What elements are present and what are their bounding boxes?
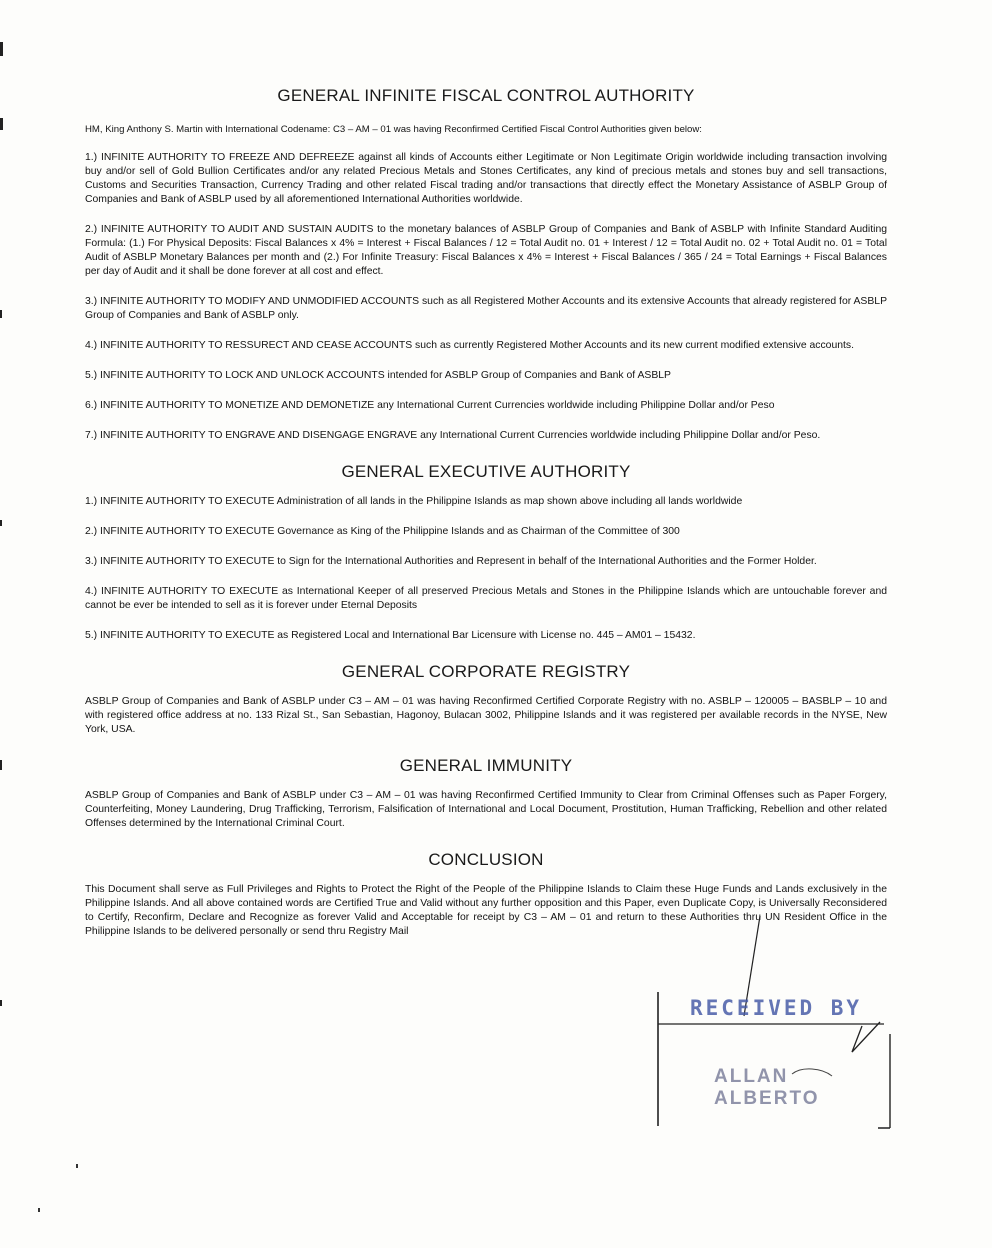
stamp-frame bbox=[652, 916, 892, 1146]
registry-text: ASBLP Group of Companies and Bank of ASBLP under C3 – AM – 01 was having Reconfirmed Certified Corporate Registry with no. ASBLP – 120005 – BASBLP – 10 and with registered office address at no. 133 Rizal St., San Sebastian, Hagonoy, Bulacan 3002, Philippine Islands and it was registered per available records in the NYSE, New York, USA. bbox=[85, 696, 887, 735]
executive-item-4: 4.) INFINITE AUTHORITY TO EXECUTE as International Keeper of all preserved Precious Metals and Stones in the Philippine Islands which are untouchable forever and cannot be ever be intended to sell as it is forever under Eternal Deposits bbox=[85, 586, 887, 611]
immunity-heading: GENERAL IMMUNITY bbox=[399, 756, 573, 775]
scan-mark bbox=[0, 1000, 2, 1006]
fiscal-item-4: 4.) INFINITE AUTHORITY TO RESSURECT AND CEASE ACCOUNTS such as currently Registered Mother Accounts and its new current modified extensive accounts. bbox=[85, 340, 854, 351]
fiscal-item-1: 1.) INFINITE AUTHORITY TO FREEZE AND DEFREEZE against all kinds of Accounts either Legitimate or Non Legitimate Origin worldwide including transaction involving buy and/or sell of Gold Bullion Certificates and/or any related Precious Metals and Stones Certificates, any kind of precious metals and stones buy and sell transactions, Customs and Securities Transaction, Currency Trading and other related Fiscal trading and/or transactions that directly effect the Monetary Assistance of ASBLP Group of Companies and Bank of ASBLP used by all aforementioned International Authorities worldwide. bbox=[85, 152, 887, 205]
received-stamp bbox=[652, 916, 892, 1146]
fiscal-intro: HM, King Anthony S. Martin with International Codename: C3 – AM – 01 was having Reconfirmed Certified Fiscal Control Authorities given below: bbox=[85, 124, 702, 135]
stamp-received-label: RECEIVED BY bbox=[690, 996, 863, 1020]
fiscal-item-5: 5.) INFINITE AUTHORITY TO LOCK AND UNLOCK ACCOUNTS intended for ASBLP Group of Companies and Bank of ASBLP bbox=[85, 370, 671, 381]
document-body bbox=[85, 86, 887, 939]
conclusion-heading: CONCLUSION bbox=[428, 850, 544, 869]
immunity-text: ASBLP Group of Companies and Bank of ASBLP under C3 – AM – 01 was having Reconfirmed Certified Immunity to Clear from Criminal Offenses such as Paper Forgery, Counterfeiting, Money Laundering, Drug Trafficking, Terrorism, Falsification of International and Local Document, Prostitution, Human Trafficking, Rebellion and other related Offenses determined by the International Criminal Court. bbox=[85, 790, 887, 829]
conclusion-text: This Document shall serve as Full Privileges and Rights to Protect the Right of the People of the Philippine Islands to Claim these Huge Funds and Lands exclusively in the Philippine Islands. And all above contained words are Certified True and Valid without any further opposition and this Paper, even Duplicate Copy, is Universally Reconsidered to Certify, Reconfirm, Declare and Recognize as forever Valid and Acceptable for receipt by C3 – AM – 01 and return to these Authorities thru UN Resident Office in the Philippine Islands to be delivered personally or send thru Registry Mail bbox=[85, 884, 887, 937]
scan-mark bbox=[0, 310, 2, 318]
fiscal-heading: GENERAL INFINITE FISCAL CONTROL AUTHORITY bbox=[277, 86, 695, 105]
scan-mark bbox=[0, 760, 2, 770]
scan-dot bbox=[38, 1208, 40, 1212]
executive-item-3: 3.) INFINITE AUTHORITY TO EXECUTE to Sign for the International Authorities and Represent in behalf of the International Authorities and the Former Holder. bbox=[85, 556, 817, 567]
scan-mark bbox=[0, 118, 3, 130]
registry-heading: GENERAL CORPORATE REGISTRY bbox=[341, 662, 631, 681]
scan-mark bbox=[0, 520, 2, 526]
stamp-receiver-name: ALLAN ALBERTO bbox=[714, 1066, 820, 1109]
scan-mark bbox=[0, 42, 3, 56]
fiscal-item-2: 2.) INFINITE AUTHORITY TO AUDIT AND SUSTAIN AUDITS to the monetary balances of ASBLP Group of Companies and Bank of ASBLP with Infinite Standard Auditing Formula: (1.) For Physical Deposits: Fiscal Balances x 4% = Interest + Fiscal Balances / 12 = Total Audit no. 01 + Interest / 12 = Total Audit no. 02 + Total Audit no. 01 = Total Audit of ASBLP Monetary Balances per month and (2.) For Infinite Treasury: Fiscal Balances x 4% = Interest + Fiscal Balances / 365 / 24 = Total Earnings + Fiscal Balances per day of Audit and it shall be done forever at all cost and effect. bbox=[85, 224, 887, 277]
executive-item-1: 1.) INFINITE AUTHORITY TO EXECUTE Administration of all lands in the Philippine Islands as map shown above including all lands worldwide bbox=[85, 496, 743, 507]
executive-heading: GENERAL EXECUTIVE AUTHORITY bbox=[341, 462, 631, 481]
scan-dot bbox=[76, 1164, 78, 1168]
fiscal-item-6: 6.) INFINITE AUTHORITY TO MONETIZE AND DEMONETIZE any International Current Currencies worldwide including Philippine Dollar and/or Peso bbox=[85, 400, 775, 411]
fiscal-item-7: 7.) INFINITE AUTHORITY TO ENGRAVE AND DISENGAGE ENGRAVE any International Current Currencies worldwide including Philippine Dollar and/or Peso. bbox=[85, 430, 821, 441]
executive-item-5: 5.) INFINITE AUTHORITY TO EXECUTE as Registered Local and International Bar Licensure with License no. 445 – AM01 – 15432. bbox=[85, 630, 696, 641]
fiscal-item-3: 3.) INFINITE AUTHORITY TO MODIFY AND UNMODIFIED ACCOUNTS such as all Registered Mother Accounts and its extensive Accounts that already registered for ASBLP Group of Companies and Bank of ASBLP only. bbox=[85, 296, 887, 321]
executive-item-2: 2.) INFINITE AUTHORITY TO EXECUTE Governance as King of the Philippine Islands and as Chairman of the Committee of 300 bbox=[85, 526, 680, 537]
